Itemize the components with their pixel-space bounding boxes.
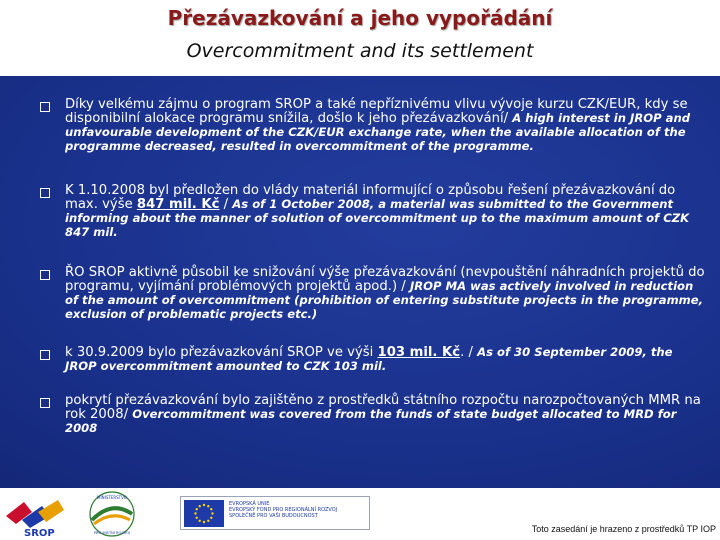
eu-badge-line: EVROPSKÁ UNIE xyxy=(229,501,270,507)
slide-header xyxy=(0,0,720,76)
bullet-text-en: Overcommitment was covered from the funds of state budget allocated to MRD for 2008 xyxy=(65,407,677,435)
slide-title: Přezávazkování a jeho vypořádání xyxy=(167,6,553,30)
eu-badge-line: SPOLEČNĚ PRO VAŠI BUDOUCNOST xyxy=(229,513,318,519)
bullet-square-icon xyxy=(40,350,50,360)
bullet-square-icon xyxy=(40,188,50,198)
bullet-square-icon xyxy=(40,102,50,112)
bullet-text-en: JROP MA was actively involved in reduction of the amount of overcommitment (prohibition of entering substitute projects in the programme, exclusion of problematic projects etc.) xyxy=(65,279,704,321)
amount-highlight: 847 mil. Kč xyxy=(136,197,220,212)
bullet-text-en: As of 1 October 2008, a material was submitted to the Government informing about the manner of solution of overcommitment up to the maximum amount of CZK 847 mil. xyxy=(65,197,690,239)
amount-highlight: 103 mil. Kč xyxy=(377,345,461,360)
bullet-square-icon xyxy=(40,398,50,408)
mmr-logo-bottom: PRO MÍSTNÍ ROZVOJ xyxy=(93,531,131,535)
content-panel xyxy=(0,76,720,488)
bullet-text-cz: pokrytí přezávazkování bylo zajištěno z prostředků státního rozpočtu narozpočtovaných MMR na rok 2008/ xyxy=(65,393,701,422)
bullet-text-cz: Díky velkému zájmu o program SROP a také nepříznivému vlivu vývoje kurzu CZK/EUR, kdy se disponibilní alokace programu snížila, došlo k jeho přezávazkování/ xyxy=(65,97,688,126)
eu-badge xyxy=(180,496,370,530)
eu-flag-icon xyxy=(184,500,224,527)
bullet-text-en: A high interest in JROP and unfavourable development of the CZK/EUR exchange rate, when the available allocation of the programme decreased, resulted in overcommitment of the programme. xyxy=(65,111,691,153)
bullet-text-cz-end: / xyxy=(219,197,229,212)
eu-badge-text xyxy=(229,501,369,519)
mmr-logo-top: MINISTERSTVO xyxy=(97,495,127,500)
mmr-logo xyxy=(80,490,144,538)
bullet-text-cz-end: . / xyxy=(460,345,473,360)
bullet-text-cz: ŘO SROP aktivně působil ke snižování výše přezávazkování (nevpouštění náhradních projektů do programu, vyjímání problémových projektů apod.) / xyxy=(65,265,705,294)
srop-logo-text: SROP xyxy=(24,528,55,538)
srop-logo xyxy=(2,494,72,538)
eu-badge-line: EVROPSKÝ FOND PRO REGIONÁLNÍ ROZVOJ xyxy=(229,507,338,513)
slide-subtitle: Overcommitment and its settlement xyxy=(186,40,534,62)
bullet-text-cz: k 30.9.2009 bylo přezávazkování SROP ve výši xyxy=(65,345,378,360)
funding-footnote: Toto zasedání je hrazeno z prostředků TP IOP xyxy=(531,524,716,534)
bullet-text-cz: K 1.10.2008 byl předložen do vlády materiál informující o způsobu řešení přezávazkování do max. výše xyxy=(65,183,676,212)
bullet-text-en: As of 30 September 2009, the JROP overcommitment amounted to CZK 103 mil. xyxy=(65,345,673,373)
bullet-square-icon xyxy=(40,270,50,280)
slide-footer xyxy=(0,488,720,540)
